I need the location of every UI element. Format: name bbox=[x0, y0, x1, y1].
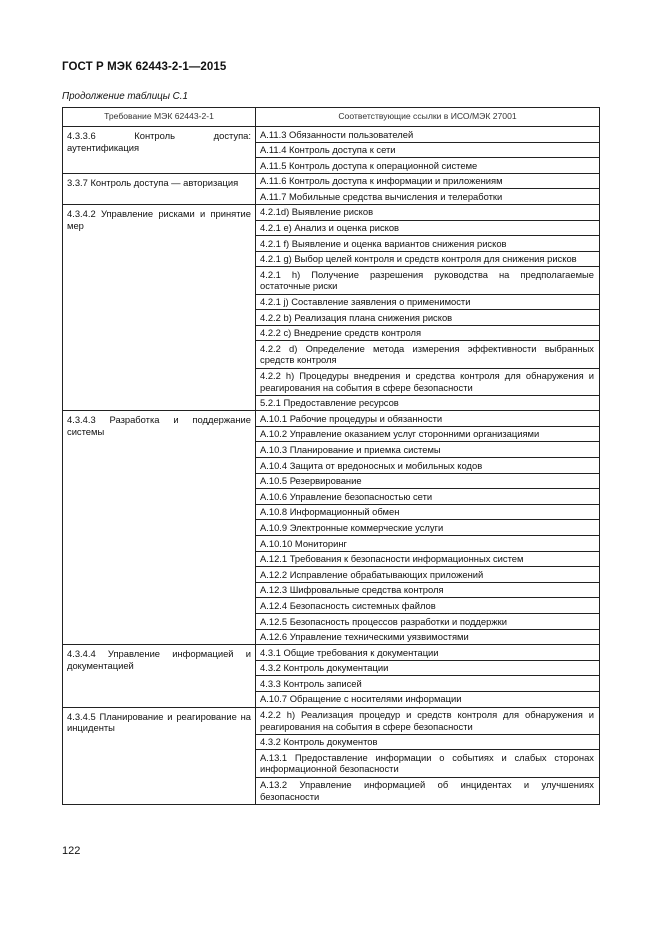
reference-item: А.11.6 Контроль доступа к информации и приложениям bbox=[256, 174, 599, 190]
reference-item: А.12.4 Безопасность системных файлов bbox=[256, 598, 599, 614]
table-row bbox=[63, 707, 600, 804]
reference-item: А.10.1 Рабочие процедуры и обязанности bbox=[256, 411, 599, 427]
reference-item: А.10.8 Информационный обмен bbox=[256, 505, 599, 521]
reference-item: 4.2.1 h) Получение разрешения руководства на предполагаемые остаточные риски bbox=[256, 267, 599, 294]
references-cell bbox=[256, 707, 600, 804]
table-row bbox=[63, 204, 600, 410]
requirement-cell: 3.3.7 Контроль доступа — авторизация bbox=[63, 173, 256, 204]
reference-item: 5.2.1 Предоставление ресурсов bbox=[260, 397, 399, 409]
reference-item: 4.3.2 Контроль документов bbox=[256, 735, 599, 751]
references-cell bbox=[256, 127, 600, 174]
reference-item: 4.2.1 g) Выбор целей контроля и средств контроля для снижения рисков bbox=[256, 252, 599, 268]
table-row bbox=[63, 173, 600, 204]
reference-item: А.10.6 Управление безопасностью сети bbox=[256, 489, 599, 505]
requirement-cell: 4.3.4.3 Разработка и поддержание системы bbox=[63, 411, 256, 645]
column-header-requirement: Требование МЭК 62443-2-1 bbox=[63, 108, 256, 127]
reference-item: А.11.7 Мобильные средства вычисления и телеработки bbox=[260, 190, 503, 202]
reference-item: А.11.4 Контроль доступа к сети bbox=[256, 143, 599, 159]
reference-item: А.10.3 Планирование и приемка системы bbox=[256, 442, 599, 458]
requirement-cell: 4.3.3.6 Контроль доступа: аутентификация bbox=[63, 127, 256, 174]
references-cell bbox=[256, 411, 600, 645]
references-cell bbox=[256, 645, 600, 707]
references-cell bbox=[256, 204, 600, 410]
reference-item: 4.2.1d) Выявление рисков bbox=[256, 205, 599, 221]
reference-item: 4.2.2 h) Реализация процедур и средств контроля для обнаружения и реагирования на события в сфере безопасности bbox=[256, 708, 599, 735]
reference-item: А.12.5 Безопасность процессов разработки и поддержки bbox=[256, 614, 599, 630]
document-header: ГОСТ Р МЭК 62443-2-1—2015 bbox=[62, 61, 227, 73]
reference-item: 4.3.2 Контроль документации bbox=[256, 661, 599, 677]
reference-item: 4.3.3 Контроль записей bbox=[256, 676, 599, 692]
reference-item: 4.3.1 Общие требования к документации bbox=[256, 645, 599, 661]
reference-item: А.11.3 Обязанности пользователей bbox=[256, 127, 599, 143]
reference-item: А.10.4 Защита от вредоносных и мобильных кодов bbox=[256, 458, 599, 474]
reference-item: 4.2.1 f) Выявление и оценка вариантов снижения рисков bbox=[256, 236, 599, 252]
reference-item: 4.2.2 c) Внедрение средств контроля bbox=[256, 326, 599, 342]
reference-item: 4.2.1 e) Анализ и оценка рисков bbox=[256, 221, 599, 237]
reference-item: А.10.9 Электронные коммерческие услуги bbox=[256, 520, 599, 536]
reference-item: А.10.2 Управление оказанием услуг сторонними организациями bbox=[256, 427, 599, 443]
reference-item: А.12.1 Требования к безопасности информационных систем bbox=[256, 552, 599, 568]
column-header-references: Соответствующие ссылки в ИСО/МЭК 27001 bbox=[256, 108, 600, 127]
reference-item: А.12.6 Управление техническими уязвимостями bbox=[260, 631, 469, 643]
requirement-cell: 4.3.4.4 Управление информацией и документацией bbox=[63, 645, 256, 707]
reference-item: А.13.2 Управление информацией об инцидентах и улучшениях безопасности bbox=[260, 779, 594, 802]
page-number: 122 bbox=[62, 845, 81, 857]
reference-item: 4.2.2 d) Определение метода измерения эффективности выбранных средств контроля bbox=[256, 341, 599, 368]
mapping-table bbox=[62, 107, 600, 805]
table-row bbox=[63, 411, 600, 645]
references-cell bbox=[256, 173, 600, 204]
table-header-row bbox=[63, 108, 600, 127]
reference-item: 4.2.1 j) Составление заявления о применимости bbox=[256, 295, 599, 311]
reference-item: 4.2.2 b) Реализация плана снижения рисков bbox=[256, 310, 599, 326]
reference-item: 4.2.2 h) Процедуры внедрения и средства контроля для обнаружения и реагирования на события в сфере безопасности bbox=[256, 369, 599, 396]
reference-item: А.12.2 Исправление обрабатывающих приложений bbox=[256, 567, 599, 583]
reference-item: А.13.1 Предоставление информации о событиях и слабых сторонах информационной безопасности bbox=[256, 750, 599, 777]
reference-item: А.10.5 Резервирование bbox=[256, 474, 599, 490]
table-row bbox=[63, 127, 600, 174]
table-body bbox=[63, 127, 600, 805]
reference-item: А.10.10 Мониторинг bbox=[256, 536, 599, 552]
reference-item: А.11.5 Контроль доступа к операционной системе bbox=[260, 159, 478, 171]
reference-item: А.10.7 Обращение с носителями информации bbox=[260, 693, 462, 705]
table-row bbox=[63, 645, 600, 707]
table-caption: Продолжение таблицы С.1 bbox=[62, 91, 188, 102]
requirement-cell: 4.3.4.2 Управление рисками и принятие мер bbox=[63, 204, 256, 410]
requirement-cell: 4.3.4.5 Планирование и реагирование на инциденты bbox=[63, 707, 256, 804]
reference-item: А.12.3 Шифровальные средства контроля bbox=[256, 583, 599, 599]
